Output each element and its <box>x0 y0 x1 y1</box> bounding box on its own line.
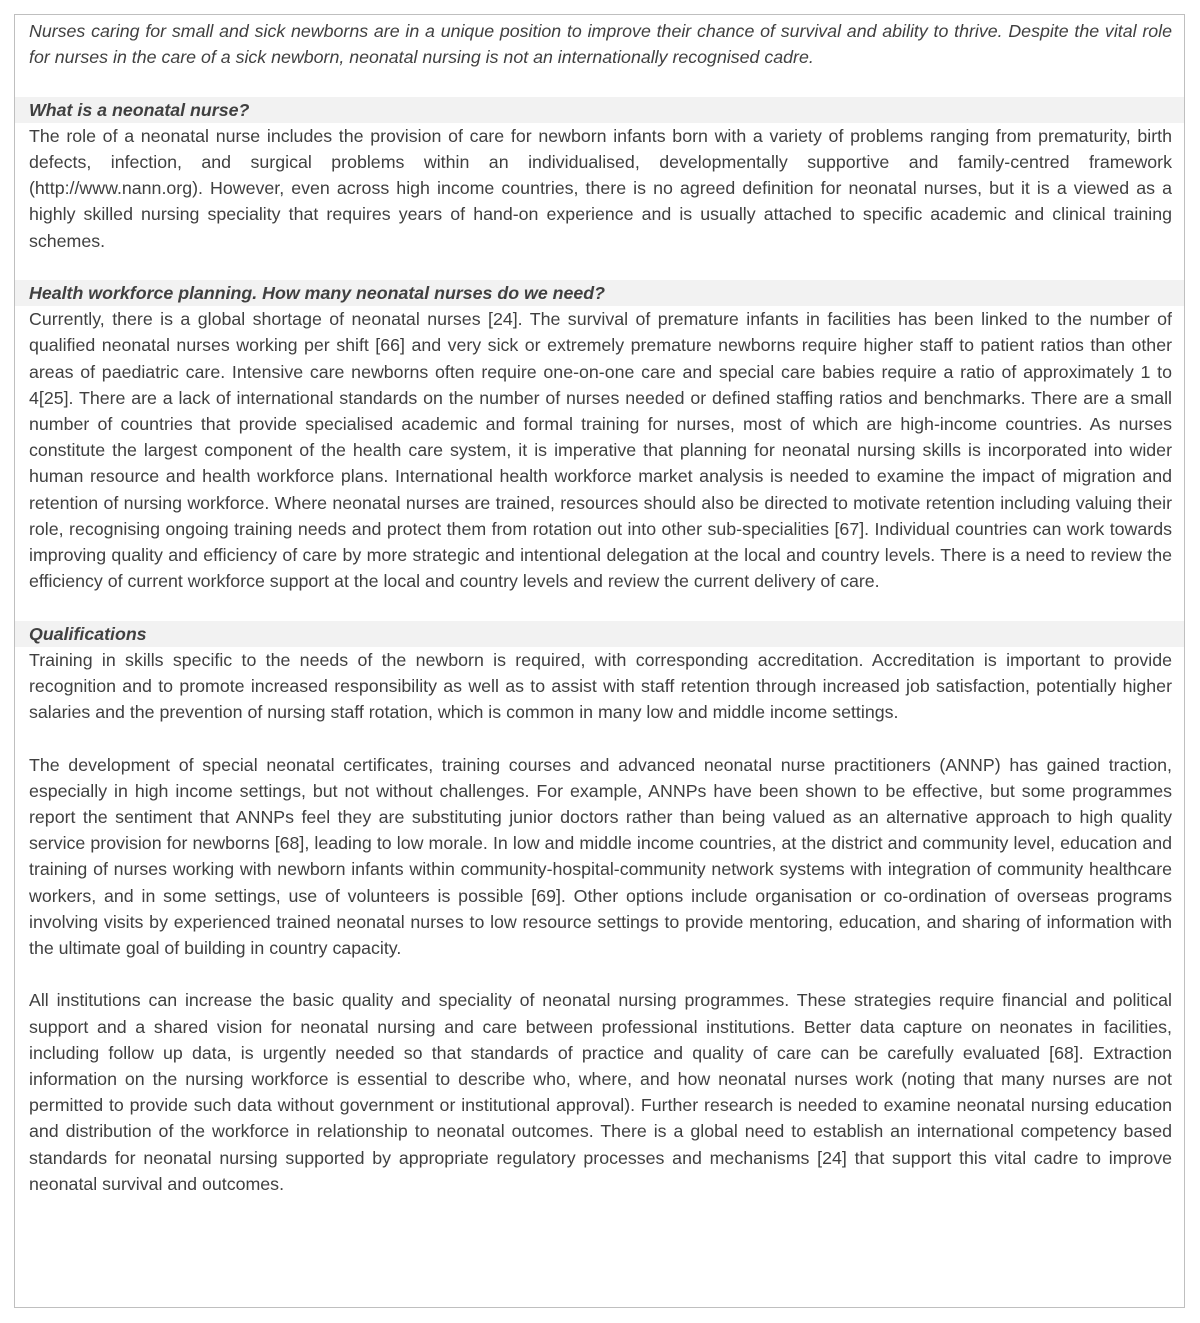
section-paragraph: The development of special neonatal certificates, training courses and advanced neonatal nurse practitioners (ANNP) has gained traction, especially in high income settings, but not without challenges. For example, ANNPs have been shown to be effective, but some programmes report the sentiment that ANNPs feel they are substituting junior doctors rather than being valued as an alternative approach to high quality service provision for newborns [68], leading to low morale. In low and middle income countries, at the district and community level, education and training of nurses working with newborn infants within community-hospital-community network systems with integration of community healthcare workers, and in some settings, use of volunteers is possible [69]. Other options include organisation or co-ordination of overseas programs involving visits by experienced trained neonatal nurses to low resource settings to provide mentoring, education, and sharing of information with the ultimate goal of building in country capacity. <box>29 754 1172 959</box>
section-paragraph: All institutions can increase the basic quality and speciality of neonatal nursing programmes. These strategies require financial and political support and a shared vision for neonatal nursing and care between professional institutions. Better data capture on neonates in facilities, including follow up data, is urgently needed so that standards of practice and quality of care can be carefully evaluated [68]. Extraction information on the nursing workforce is essential to describe who, where, and how neonatal nurses work (noting that many nurses are not permitted to provide such data without government or institutional approval). Further research is needed to examine neonatal nursing education and distribution of the workforce in relationship to neonatal outcomes. There is a global need to establish an international competency based standards for neonatal nursing supported by appropriate regulatory processes and mechanisms [24] that support this vital cadre to improve neonatal survival and outcomes. <box>29 990 1172 1194</box>
spacer <box>29 70 1172 96</box>
spacer <box>29 594 1172 620</box>
intro-paragraph: Nurses caring for small and sick newborns are in a unique position to improve their chance of survival and ability to thrive. Despite the vital role for nurses in the care of a sick newborn, neonatal nursing is not an internationally recognised cadre. <box>29 21 1172 68</box>
spacer <box>29 961 1172 987</box>
section-paragraph: The role of a neonatal nurse includes the provision of care for newborn infants born with a variety of problems ranging from prematurity, birth defects, infection, and surgical problems within an individualised, developmentally supportive and family-centred framework (http://www.nann.org). However, even across high income countries, there is no agreed definition for neonatal nurses, but it is a viewed as a highly skilled nursing speciality that requires years of hand-on experience and is usually attached to specific academic and clinical training schemes. <box>29 125 1172 251</box>
section-paragraph: Training in skills specific to the needs of the newborn is required, with corresponding accreditation. Accreditation is important to provide recognition and to promote increased responsibility as well as to assist with staff retention through increased job satisfaction, potentially higher salaries and the prevention of nursing staff rotation, which is common in many low and middle income settings. <box>29 649 1172 723</box>
text-box <box>14 14 1185 1308</box>
spacer <box>29 725 1172 751</box>
section-heading-workforce-planning: Health workforce planning. How many neonatal nurses do we need? <box>15 280 1184 306</box>
section-paragraph: Currently, there is a global shortage of neonatal nurses [24]. The survival of premature infants in facilities has been linked to the number of qualified neonatal nurses working per shift [66] and very sick or extremely premature newborns require higher staff to patient ratios than other areas of paediatric care. Intensive care newborns often require one-on-one care and special care babies require a ratio of approximately 1 to 4[25]. There are a lack of international standards on the number of nurses needed or defined staffing ratios and benchmarks. There are a small number of countries that provide specialised academic and formal training for nurses, most of which are high-income countries. As nurses constitute the largest component of the health care system, it is imperative that planning for neonatal nursing skills is incorporated into wider human resource and health workforce plans. International health workforce market analysis is needed to examine the impact of migration and retention of nursing workforce. Where neonatal nurses are trained, resources should also be directed to motivate retention including valuing their role, recognising ongoing training needs and protect them from rotation out into other sub-specialities [67]. Individual countries can work towards improving quality and efficiency of care by more strategic and intentional delegation at the local and country levels. There is a need to review the efficiency of current workforce support at the local and country levels and review the current delivery of care. <box>29 309 1172 592</box>
spacer <box>29 254 1172 280</box>
section-heading-neonatal-nurse: What is a neonatal nurse? <box>15 97 1184 123</box>
section-heading-qualifications: Qualifications <box>15 621 1184 647</box>
